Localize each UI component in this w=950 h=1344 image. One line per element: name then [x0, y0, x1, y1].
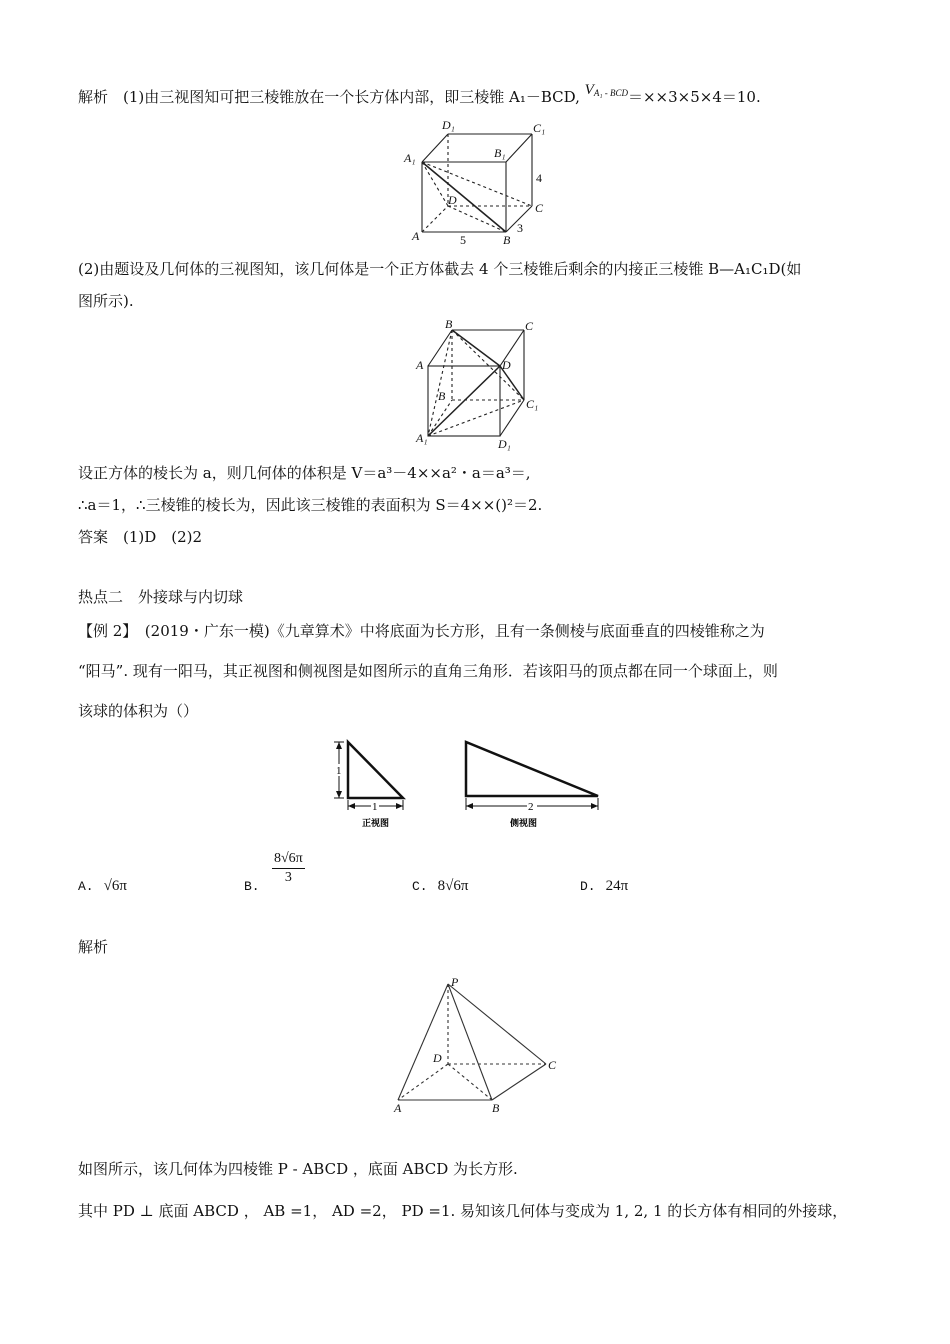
- label-A1: A₁: [416, 431, 428, 445]
- label-C-top: C: [525, 319, 534, 333]
- side-base-label: 2: [528, 801, 534, 813]
- label-B: B: [503, 233, 511, 247]
- label-B-top: B: [445, 317, 453, 331]
- analysis-line-2: (2)由题设及几何体的三视图知，该几何体是一个正方体截去 4 个三棱锥后剩余的内接正三棱锥 B—A₁C₁D(如: [78, 260, 802, 278]
- volume-subscript: A₁ - BCD: [593, 88, 628, 98]
- analysis-label: 解析: [78, 938, 109, 956]
- example-line-1: 【例 2】 (2019・广东一模)《九章算术》中将底面为长方形，且有一条侧棱与底面垂直的四棱锥称之为: [78, 622, 765, 640]
- label-C1: C₁: [533, 121, 546, 135]
- label-D1: D₁: [442, 118, 455, 132]
- cube-figure: [408, 318, 548, 452]
- label-B1: B₁: [494, 146, 506, 160]
- option-b-numerator: 8√6π: [272, 850, 305, 869]
- analysis-line-5: ∴a＝1，∴三棱锥的棱长为，因此该三棱锥的表面积为 S＝4××()²＝2.: [78, 496, 543, 514]
- height-label: 1: [336, 765, 342, 777]
- analysis-line-1: 解析 (1)由三视图知可把三棱锥放在一个长方体内部，即三棱锥 A₁－BCD, $V^{A_1 - BCD}=\times\times 3\times 5\times 4=10$.: [78, 82, 761, 106]
- option-d[interactable]: D. 24π: [580, 878, 629, 894]
- analysis-line-3: 图所示).: [78, 292, 134, 310]
- pyramid-figure: [388, 972, 568, 1116]
- label-A: A: [394, 1101, 402, 1115]
- label-D1: D₁: [498, 437, 511, 451]
- label-P: P: [451, 975, 459, 989]
- solution-line-1: 如图所示，该几何体为四棱锥 P - ABCD ，底面 ABCD 为长方形.: [78, 1160, 518, 1178]
- label-C: C: [535, 201, 544, 215]
- solution-line-2: 其中 PD ⊥ 底面 ABCD ， AB =1， AD =2， PD =1. 易知该几何体与变成为 1, 2, 1 的长方体有相同的外接球，: [78, 1202, 848, 1220]
- label-width-3: 3: [517, 221, 523, 235]
- volume-symbol: V: [584, 82, 594, 98]
- label-B-back: B: [438, 389, 446, 403]
- answer-line: 答案 (1)D (2)2: [78, 528, 203, 546]
- side-view-caption: 侧视图: [510, 819, 538, 829]
- label-A: A: [412, 229, 420, 243]
- option-b[interactable]: B.: [244, 879, 260, 894]
- option-b-fraction: [272, 850, 305, 887]
- option-c[interactable]: C. 8√6π: [412, 878, 469, 894]
- front-view-caption: 正视图: [362, 819, 390, 829]
- option-b-denominator: 3: [284, 870, 292, 885]
- label-A1: A₁: [404, 151, 416, 165]
- label-length-5: 5: [460, 233, 466, 247]
- front-base-label: 1: [372, 801, 378, 813]
- label-A-front: A: [416, 358, 424, 372]
- label-D-front: D: [502, 358, 511, 372]
- cuboid-figure: [400, 116, 560, 248]
- label-B: B: [492, 1101, 500, 1115]
- label-C: C: [548, 1058, 557, 1072]
- label-D: D: [448, 193, 457, 207]
- example-line-3: 该球的体积为（）: [78, 702, 199, 720]
- example-line-2: “阳马”. 现有一阳马，其正视图和侧视图是如图所示的直角三角形．若该阳马的顶点都在同一个球面上，则: [78, 662, 778, 680]
- label-height-4: 4: [536, 171, 542, 185]
- label-D: D: [433, 1051, 442, 1065]
- analysis-line-4: 设正方体的棱长为 a，则几何体的体积是 V＝a³－4××a²・a＝a³＝,: [78, 464, 531, 482]
- label-C1: C₁: [526, 397, 539, 411]
- three-view-figure: [336, 734, 610, 830]
- option-a[interactable]: A. √6π: [78, 878, 127, 894]
- section-heading: 热点二 外接球与内切球: [78, 588, 244, 606]
